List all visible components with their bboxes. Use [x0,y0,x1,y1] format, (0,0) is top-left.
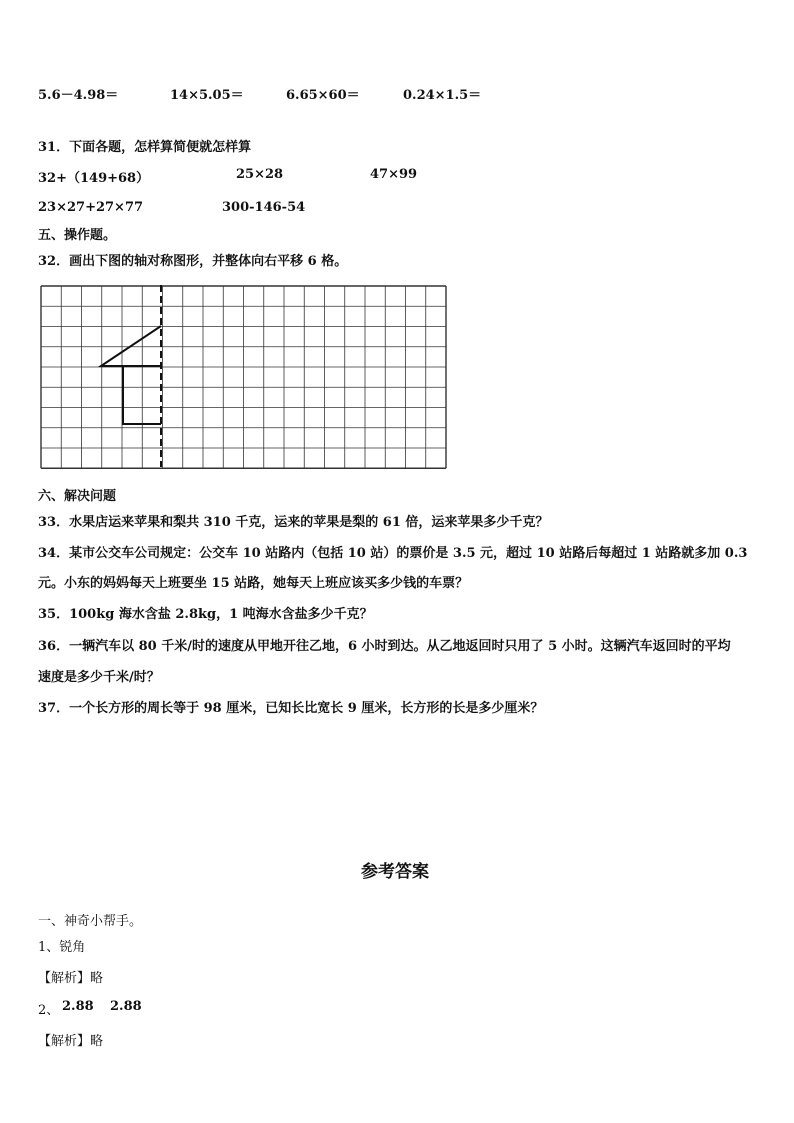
figure-shape [101,326,161,366]
calc-item-3: 6.65×60＝ [286,88,360,103]
calc-item-1: 5.6－4.98＝ [38,88,119,103]
answers-section-1: 一、神奇小帮手。 [38,914,143,929]
answer-2-number: 2、 [38,1003,60,1018]
q36-line-2: 速度是多少千米/时？ [38,670,160,685]
q33-text: 33．水果店运来苹果和梨共 310 千克，运来的苹果是梨的 61 倍，运来苹果多少千克？ [38,515,549,530]
q35-text: 35．100kg 海水含盐 2.8kg，1 吨海水含盐多少千克？ [38,607,373,622]
section-6-heading: 六、解决问题 [38,489,117,504]
q37-text: 37．一个长方形的周长等于 98 厘米，已知长比宽长 9 厘米，长方形的长是多少厘米？ [38,701,544,716]
q31-title: 31．下面各题，怎样算简便就怎样算 [38,140,252,155]
answer-1-note: 【解析】略 [38,971,104,986]
section-5-heading: 五、操作题。 [38,228,117,243]
q32-text: 32．画出下图的轴对称图形，并整体向右平移 6 格。 [38,254,348,269]
q31-expr-4: 23×27+27×77 [38,200,144,215]
q31-expr-1: 32+（149+68） [38,171,150,186]
q34-line-2: 元。小东的妈妈每天上班要坐 15 站路，她每天上班应该买多少钱的车票？ [38,576,469,591]
answer-2-value-1: 2.88 [62,999,94,1014]
q31-expr-3: 47×99 [370,167,418,182]
q31-expr-2: 25×28 [236,167,284,182]
answers-title: 参考答案 [361,862,429,882]
calc-item-2: 14×5.05＝ [170,88,244,103]
answer-2-note: 【解析】略 [38,1034,104,1049]
q31-expr-5: 300-146-54 [222,200,306,215]
grid-figure [40,285,450,469]
grid-lines [41,286,446,468]
calc-item-4: 0.24×1.5＝ [403,88,482,103]
q34-line-1: 34．某市公交车公司规定：公交车 10 站路内（包括 10 站）的票价是 3.5 元，超过 10 站路后每超过 1 站路就多加 0.3 [38,546,748,561]
answer-2-value-2: 2.88 [110,999,142,1014]
q36-line-1: 36．一辆汽车以 80 千米/时的速度从甲地开往乙地，6 小时到达。从乙地返回时只用了 5 小时。这辆汽车返回时的平均 [38,639,731,654]
answer-1: 1、锐角 [38,940,86,955]
